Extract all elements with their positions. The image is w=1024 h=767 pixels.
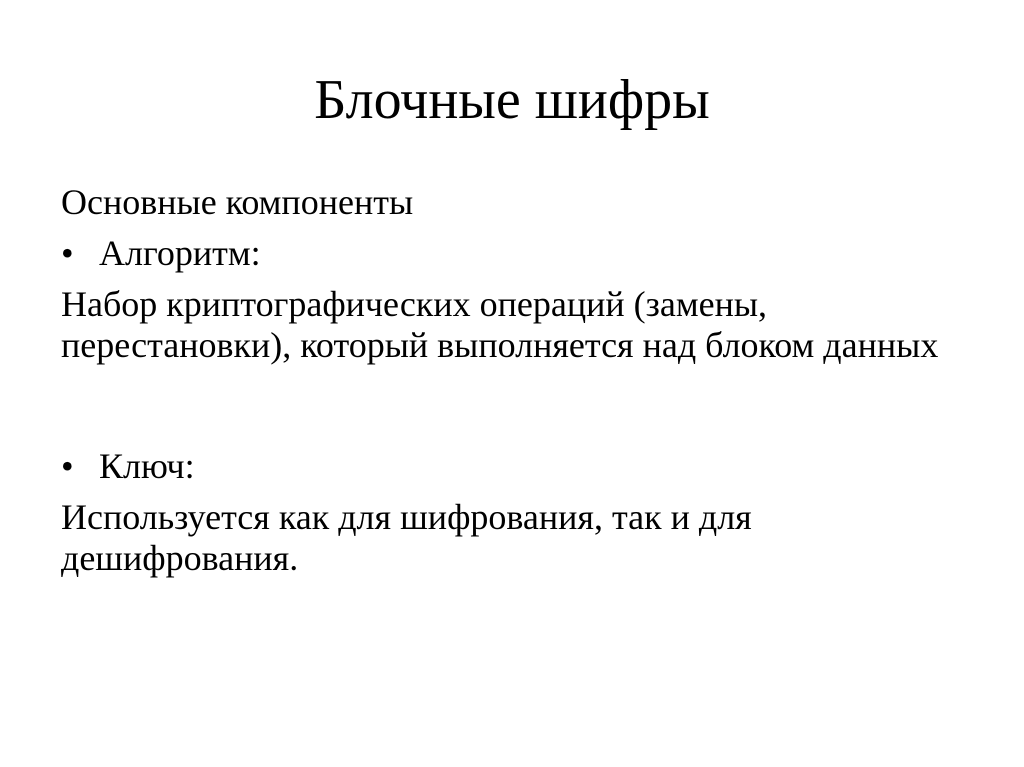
bullet-item-key	[61, 446, 981, 487]
intro-text: Основные компоненты	[61, 182, 414, 222]
bullet-dot-icon: •	[61, 446, 74, 486]
bullet-item-algorithm	[61, 233, 981, 274]
bullet-label-algorithm: Алгоритм:	[99, 233, 261, 273]
algorithm-description: Набор криптографических операций (замены, перестановки), который выполняется над блоком данных	[61, 284, 939, 365]
slide-title: Блочные шифры	[314, 69, 710, 131]
bullet-dot-icon: •	[61, 233, 74, 273]
slide-content	[61, 182, 981, 579]
key-description: Используется как для шифрования, так и для дешифрования.	[61, 497, 752, 578]
bullet-label-key: Ключ:	[99, 446, 195, 486]
